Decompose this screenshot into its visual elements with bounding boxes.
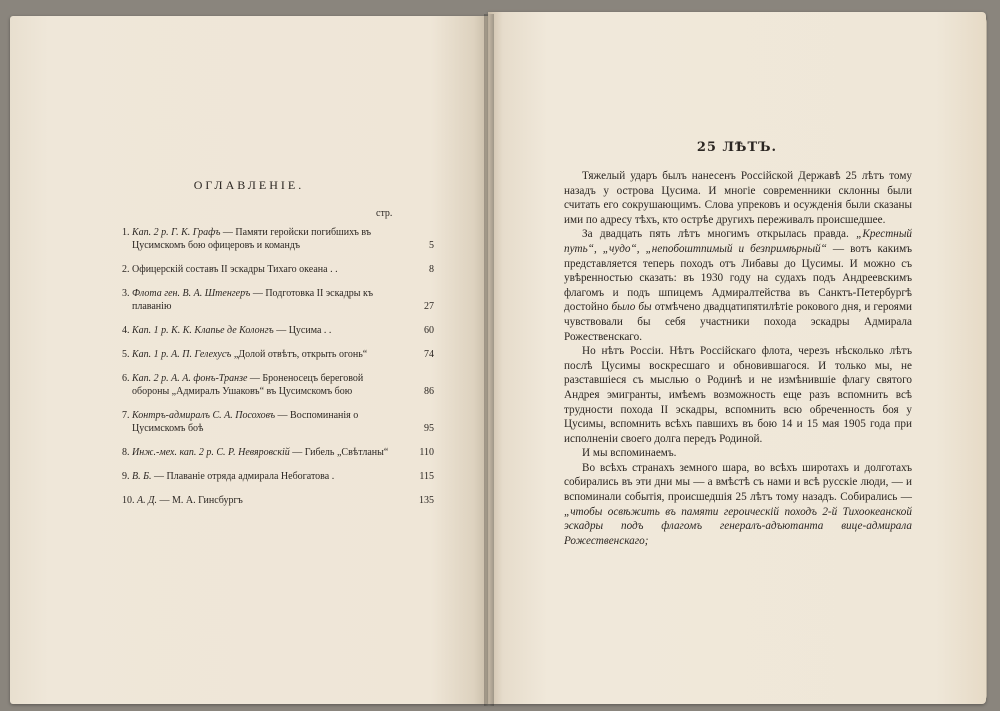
left-page [10,16,488,704]
toc-entry-title: — Плаваніе отряда адмирала Небогатова . [151,471,335,482]
toc-entry-page: 110 [419,447,434,458]
toc-entry-title: — Подготовка II эскадры къ плаванію [132,288,374,312]
paragraph-5-part-a: Во всѣхъ странахъ земного шара, во всѣхъ широтахъ и долготахъ собирались въ эти дни мы — а вмѣстѣ съ нами и всѣ русскіе люди, — и вспоминали событія, происшедшія 25 лѣтъ тому назадъ. Собирались — [564,461,912,504]
toc-entry [122,287,434,313]
toc-entry [122,494,434,507]
toc-entry [122,263,434,276]
toc-entry-title: — Гибель „Свѣтланы“ [289,447,389,458]
toc-entry-number: 5. [122,349,130,360]
toc-entry-number: 10. [122,495,135,506]
toc-entry [122,372,434,398]
toc-entry [122,409,434,435]
toc-entry-title: — М. А. Гинсбургъ [156,495,243,506]
paragraph-2-quote: „Крестный путь“, „чудо“, „непобоштпимый и безпримѣрный“ [564,228,912,255]
paragraph-5 [564,461,912,549]
toc-page-column-header: стр. [376,208,393,219]
article-body [564,169,912,548]
toc-entry-page: 5 [429,240,434,251]
paragraph-2-part-b: — вотъ какимъ представляется теперь походъ отъ Либавы до Цусимы. И можно съ увѣренностью сказать: въ 1930 году на судахъ подъ Андреевскимъ флагомъ и подъ шпицемъ Адмиралтейства въ Санктъ-Петербургѣ достойно [564,242,912,314]
toc-entry-author: Контръ-адмиралъ С. А. Посоховъ [132,410,276,421]
toc-entry-author: Кап. 2 р. А. А. фонъ-Транзе [132,373,248,384]
paragraph-3: Но нѣтъ Россіи. Нѣтъ Россійскаго флота, черезъ нѣсколько лѣтъ послѣ Цусимы воскресшаго и обновившагося. И только мы, не разставшіеся съ мыслью о Родинѣ и не измѣнившіе флагу святого Андрея эмигранты, имѣемъ возможность еще разъ вспомнить всѣ трудности похода II эскадры, вспомнить всю обреченность боя у Цусимы, вспомнить всѣхъ павшихъ въ бою 14 и 15 мая 1905 года при исполненіи своего долга передъ Родиной. [564,345,912,445]
paragraph-2 [564,227,912,344]
toc-entry-author: Кап. 1 р. К. К. Клапье де Колонгъ [132,325,274,336]
toc-entry-title: „Долой отвѣтъ, открыть огонь“ [231,349,368,360]
paragraph-2-part-c: отмѣчено двадцатипятилѣтіе рокового дня, и героями чувствовали бы себя участники похода эскадры Адмирала Рожественскаго. [564,301,913,343]
toc-entry-author: Флота ген. В. А. Штенгеръ [132,288,251,299]
toc-entry-number: 8. [122,447,130,458]
toc-entry-page: 27 [424,301,434,312]
toc-list [122,226,434,518]
book-gutter [484,14,494,706]
toc-entry-title: — Броненосецъ береговой обороны „Адмиралъ Ушаковъ“ въ Цусимскомъ бою [132,373,364,397]
toc-entry-number: 3. [122,288,130,299]
paragraph-5-quote: „чтобы освѣжить въ памяти героическій походъ 2-й Тихоокеанской эскадры подъ флагомъ генералъ-адъютанта вице-адмирала Рожественскаго; [564,505,912,547]
toc-entry-author: В. Б. [132,471,152,482]
toc-entry-title: Офицерскій составъ II эскадры Тихаго океана . . [132,264,338,275]
toc-entry-title: — Воспоминанія о Цусимскомъ боѣ [132,410,359,434]
toc-entry-number: 9. [122,471,130,482]
toc-entry-page: 115 [419,471,434,482]
toc-entry-page: 135 [419,495,434,506]
toc-entry-number: 4. [122,325,130,336]
toc-entry-author: Кап. 2 р. Г. К. Графъ [132,227,221,238]
toc-entry-author: Кап. 1 р. А. П. Гелехусъ [132,349,232,360]
paragraph-4: И мы вспоминаемъ. [582,447,677,460]
toc-entry [122,324,434,337]
toc-entry [122,348,434,361]
paragraph-2-emphasis: было бы [611,301,652,314]
toc-entry [122,446,434,459]
toc-entry-number: 6. [122,373,130,384]
toc-entry [122,226,434,252]
toc-entry-author: А. Д. [137,495,157,506]
toc-entry-title: — Цусима . . [273,325,332,336]
toc-entry-author: Инж.-мех. кап. 2 р. С. Р. Невяровскій [132,447,290,458]
paragraph-1: Тяжелый ударъ былъ нанесенъ Россійской Державѣ 25 лѣтъ тому назадъ у острова Цусима. И многіе современники склонны были считать его сокрушающимъ. Слова упрековъ и осужденія были сказаны ими по адресу тѣхъ, кто острѣе другихъ переживалъ происшедшее. [564,170,912,226]
toc-entry-number: 2. [122,264,130,275]
toc-entry-page: 86 [424,386,434,397]
toc-entry-page: 95 [424,423,434,434]
toc-entry-title: — Памяти геройски погибшихъ въ Цусимскомъ бою офицеровъ и командъ [132,227,372,251]
toc-entry-page: 74 [424,349,434,360]
right-page [488,12,986,704]
article-title: 25 ЛѢТЪ. [696,140,778,155]
toc-entry [122,470,434,483]
toc-entry-page: 60 [424,325,434,336]
toc-entry-number: 1. [122,227,130,238]
toc-entry-number: 7. [122,410,130,421]
toc-entry-page: 8 [429,264,434,275]
paragraph-2-part-a: За двадцать пять лѣтъ многимъ открылась правда. [582,228,857,241]
toc-title: ОГЛАВЛЕНІЕ. [193,178,305,192]
